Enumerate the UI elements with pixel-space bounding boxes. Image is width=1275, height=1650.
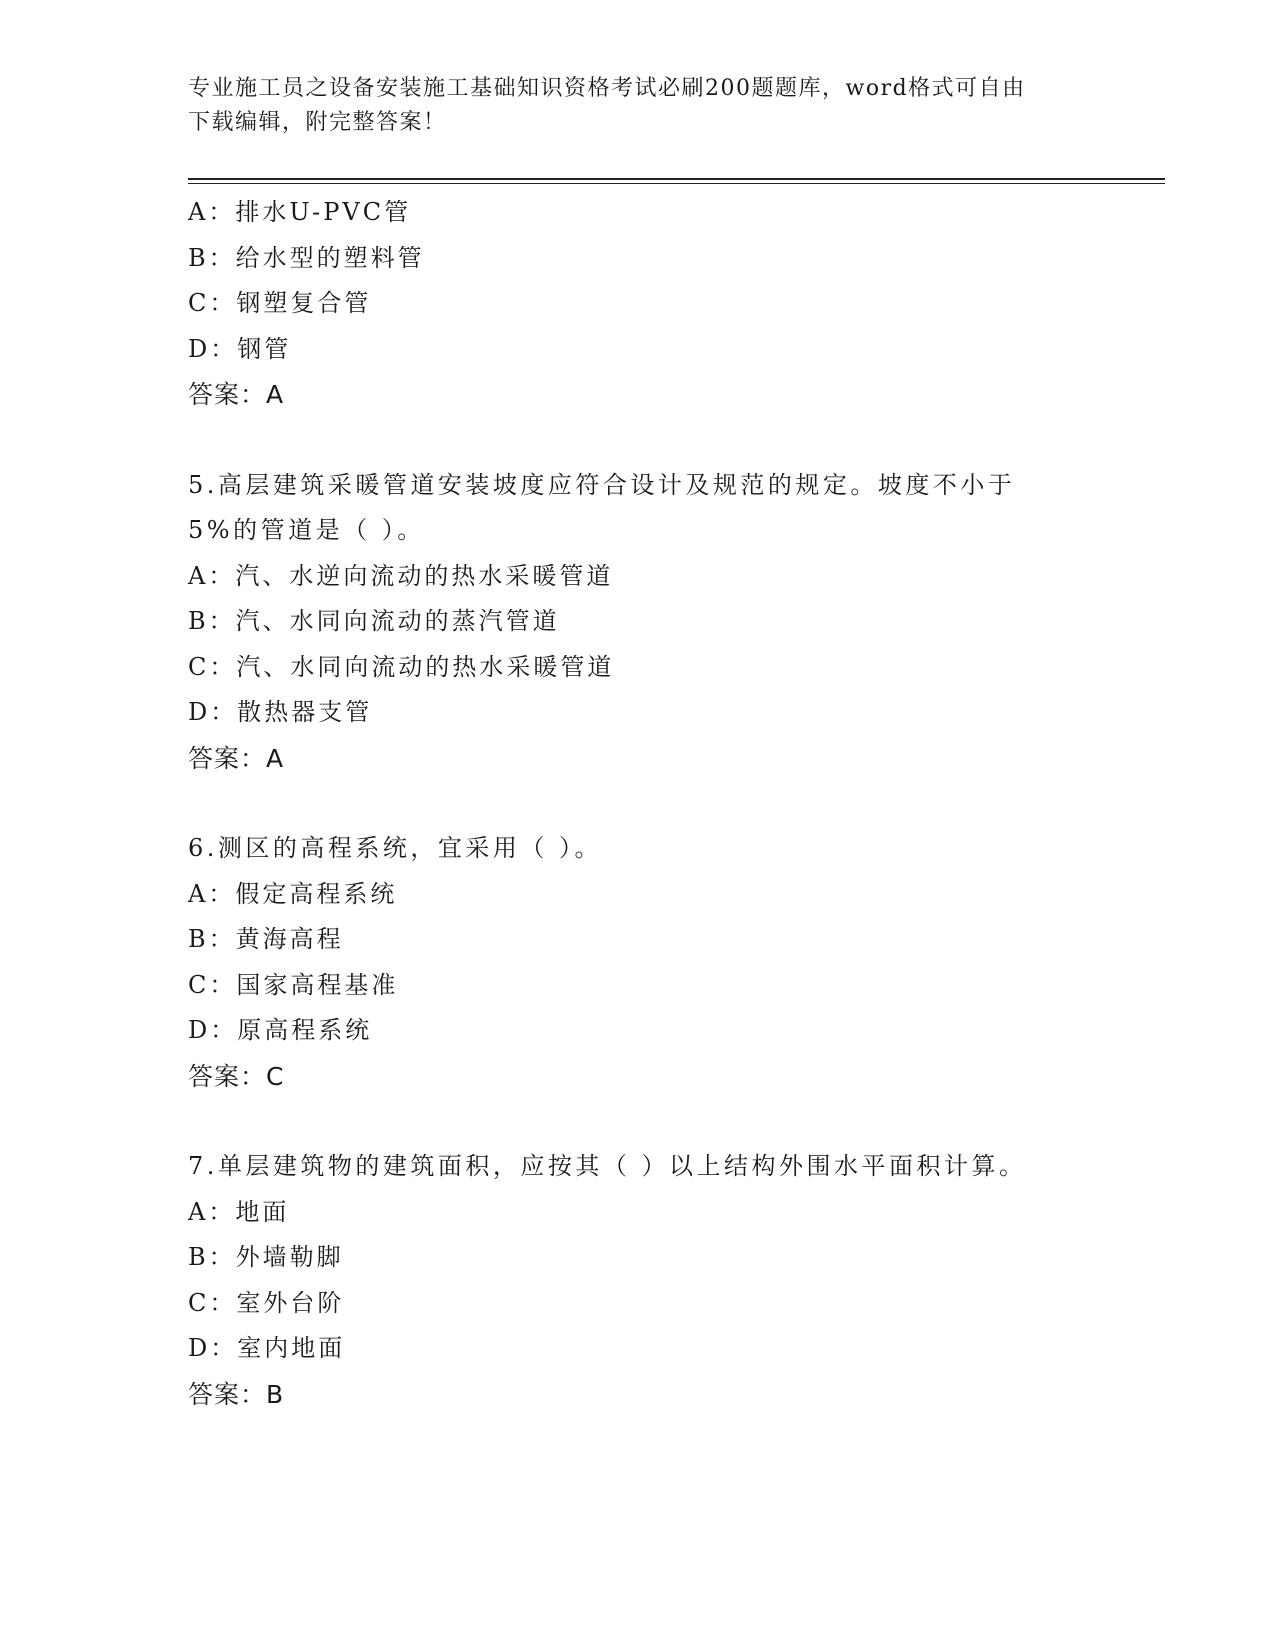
option-a: A：地面	[188, 1197, 290, 1226]
option-a: A：假定高程系统	[188, 879, 398, 908]
option-d: D：钢管	[188, 334, 292, 363]
question-stem-line-2: 5%的管道是（ ）。	[188, 516, 425, 544]
option-b: B：黄海高程	[188, 925, 344, 953]
question-5	[188, 463, 1088, 782]
spacer	[188, 781, 1088, 826]
question-stem: 6.测区的高程系统，宜采用（ ）。	[188, 834, 603, 862]
option-c: C：汽、水同向流动的热水采暖管道	[188, 652, 615, 681]
question-7	[188, 1144, 1088, 1417]
option-a: A：排水U-PVC管	[188, 198, 412, 226]
header-rule-thin	[188, 183, 1165, 184]
question-list	[188, 190, 1088, 1417]
option-d: D：散热器支管	[188, 698, 373, 726]
option-b: B：外墙勒脚	[188, 1243, 344, 1271]
question-4	[188, 190, 1088, 418]
document-header	[188, 72, 1068, 140]
option-d: D：室内地面	[188, 1334, 346, 1362]
answer-line: 答案：B	[188, 1379, 285, 1409]
header-line-2: 下载编辑，附完整答案！	[188, 110, 447, 135]
spacer	[188, 418, 1088, 463]
option-b: B：汽、水同向流动的蒸汽管道	[188, 607, 560, 635]
option-a: A：汽、水逆向流动的热水采暖管道	[188, 561, 614, 590]
header-rule-thick	[188, 178, 1165, 180]
spacer	[188, 1099, 1088, 1144]
question-6	[188, 826, 1088, 1099]
answer-line: 答案：C	[188, 1061, 285, 1091]
option-d: D：原高程系统	[188, 1016, 373, 1044]
question-stem-line-1: 5.高层建筑采暖管道安装坡度应符合设计及规范的规定。坡度不小于	[188, 470, 1016, 499]
option-c: C：钢塑复合管	[188, 289, 372, 317]
question-stem: 7.单层建筑物的建筑面积，应按其（ ）以上结构外围水平面积计算。	[188, 1152, 1027, 1180]
answer-line: 答案：A	[188, 743, 285, 773]
option-b: B：给水型的塑料管	[188, 243, 425, 272]
answer-line: 答案：A	[188, 380, 285, 409]
header-line-1: 专业施工员之设备安装施工基础知识资格考试必刷200题题库，word格式可自由	[188, 76, 1026, 101]
option-c: C：国家高程基准	[188, 970, 399, 999]
option-c: C：室外台阶	[188, 1288, 345, 1317]
